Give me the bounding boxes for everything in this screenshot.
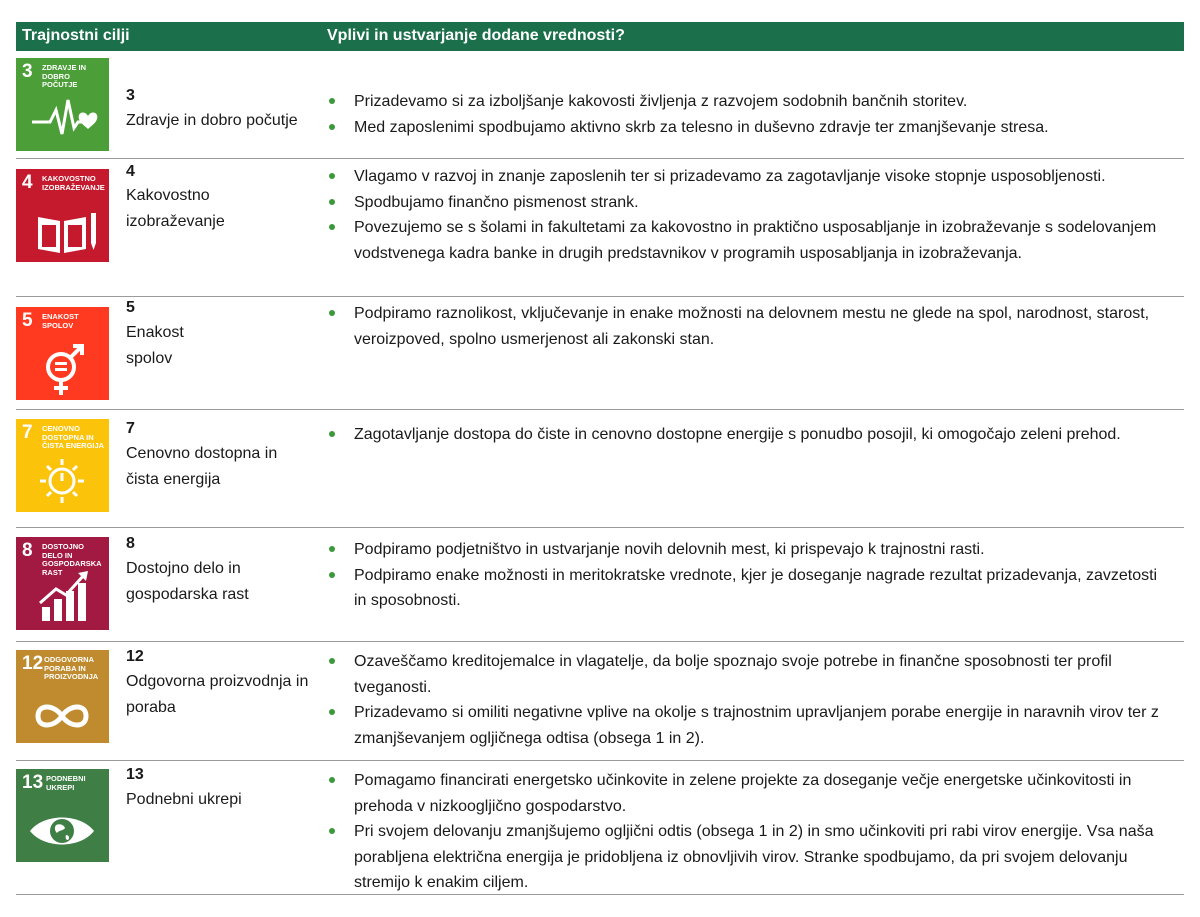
tile-number: 5 (22, 310, 33, 331)
goal-row-7 (16, 410, 1184, 528)
goal-number: 4 (126, 163, 135, 180)
impact-list (327, 89, 1167, 140)
goal-number: 5 (126, 299, 135, 316)
tile-label: DOSTOJNO DELO IN GOSPODARSKA RAST (42, 542, 102, 577)
goal-name: Odgovorna proizvodnja in poraba (126, 673, 309, 716)
sdg-tile-3 (16, 58, 109, 151)
impact-list (327, 164, 1167, 266)
sdg-tile-12 (16, 650, 109, 743)
goal-number: 8 (126, 535, 135, 552)
sdg-tile-5 (16, 307, 109, 400)
tile-number: 3 (22, 61, 33, 82)
tile-label: ODGOVORNA PORABA IN PROIZVODNJA (44, 655, 99, 681)
goal-row-5 (16, 297, 1184, 410)
tile-label: KAKOVOSTNO IZOBRAŽEVANJE (42, 174, 105, 192)
growth-chart-icon (16, 537, 109, 630)
impact-list (327, 537, 1167, 614)
list-item: Vlagamo v razvoj in znanje zaposlenih ter si prizadevamo za zagotavljanje visoke stopnje usposobljenosti. (327, 164, 1167, 190)
list-item: Zagotavljanje dostopa do čiste in cenovno dostopne energije s ponudbo posojil, ki omogočajo zeleni prehod. (327, 422, 1167, 448)
heartbeat-icon (16, 58, 109, 151)
list-item: Pomagamo financirati energetsko učinkovite in zelene projekte za doseganje večje energetske učinkovitosti in prehoda v nizkoogljično gospodarstvo. (327, 768, 1167, 819)
list-item: Prizadevamo si omiliti negativne vplive na okolje s trajnostnim upravljanjem porabe energije in naravnih virov ter z zmanjševanjem ogljičnega odtisa (obsega 1 in 2). (327, 700, 1167, 751)
goal-number: 12 (126, 648, 144, 665)
goal-name: Kakovostno izobraževanje (126, 187, 225, 230)
tile-number: 7 (22, 422, 33, 443)
tile-number: 4 (22, 172, 33, 193)
header-impacts: Vplivi in ustvarjanje dodane vrednosti? (327, 27, 625, 44)
goal-number: 7 (126, 420, 135, 437)
sdg-tile-8 (16, 537, 109, 630)
list-item: Spodbujamo finančno pismenost strank. (327, 190, 1167, 216)
tile-label: ZDRAVJE IN DOBRO POČUTJE (42, 63, 87, 89)
goal-name: Dostojno delo in gospodarska rast (126, 560, 249, 603)
impact-list (327, 301, 1167, 352)
goal-name: Cenovno dostopna in čista energija (126, 445, 278, 488)
sun-power-icon (16, 419, 109, 512)
list-item: Med zaposlenimi spodbujamo aktivno skrb za telesno in duševno zdravje ter zmanjševanje stresa. (327, 115, 1167, 141)
infinity-icon (16, 650, 109, 743)
goal-row-3 (16, 51, 1184, 159)
list-item: Ozaveščamo kreditojemalce in vlagatelje, da bolje spoznajo svoje potrebe in finančne sposobnosti ter profil tveganosti. (327, 649, 1167, 700)
book-icon (16, 169, 109, 262)
header-sustainability-goals: Trajnostni cilji (22, 27, 130, 44)
list-item: Podpiramo enake možnosti in meritokratske vrednote, kjer je doseganje nagrade rezultat prizadevanja, zavzetosti in sposobnosti. (327, 563, 1167, 614)
sdg-tile-4 (16, 169, 109, 262)
tile-label: ENAKOST SPOLOV (42, 312, 79, 330)
impact-list (327, 649, 1167, 751)
list-item: Prizadevamo si za izboljšanje kakovosti življenja z razvojem sodobnih bančnih storitev. (327, 89, 1167, 115)
goal-row-12 (16, 642, 1184, 761)
tile-number: 12 (22, 653, 44, 674)
list-item: Pri svojem delovanju zmanjšujemo ogljični odtis (obsega 1 in 2) in smo učinkoviti pri rabi virov energije. Vsa naša porabljena električna energija je pridobljena iz obnovljivih virov. Stranke spodbujamo, da pri svojem delovanju stremijo k enakim ciljem. (327, 819, 1167, 896)
list-item: Podpiramo raznolikost, vključevanje in enake možnosti na delovnem mestu ne glede na spol, narodnost, starost, veroizpoved, spolno usmerjenost ali zakonski stan. (327, 301, 1167, 352)
tile-number: 13 (22, 772, 44, 793)
table-header (16, 22, 1184, 51)
list-item: Povezujemo se s šolami in fakultetami za kakovostno in praktično usposabljanje in izobraževanje s sodelovanjem vodstvenega kadra banke in drugih predstavnikov v programih usposabljanja in izobraževanja. (327, 215, 1167, 266)
tile-number: 8 (22, 540, 33, 561)
goal-number: 3 (126, 87, 135, 104)
tile-label: PODNEBNI UKREPI (46, 774, 86, 792)
goal-number: 13 (126, 766, 144, 783)
goal-row-4 (16, 159, 1184, 297)
sdg-tile-7 (16, 419, 109, 512)
gender-equality-icon (16, 307, 109, 400)
goal-name: Podnebni ukrepi (126, 791, 242, 808)
eye-globe-icon (16, 769, 109, 862)
tile-label: CENOVNO DOSTOPNA IN ČISTA ENERGIJA (42, 424, 105, 450)
impact-list (327, 768, 1167, 896)
sdg-tile-13 (16, 769, 109, 862)
goal-name: Enakost spolov (126, 324, 184, 367)
goal-name: Zdravje in dobro počutje (126, 112, 298, 129)
list-item: Podpiramo podjetništvo in ustvarjanje novih delovnih mest, ki prispevajo k trajnostni rasti. (327, 537, 1167, 563)
goal-row-8 (16, 528, 1184, 642)
sdg-table (16, 22, 1184, 895)
impact-list (327, 422, 1167, 448)
goal-row-13 (16, 761, 1184, 895)
